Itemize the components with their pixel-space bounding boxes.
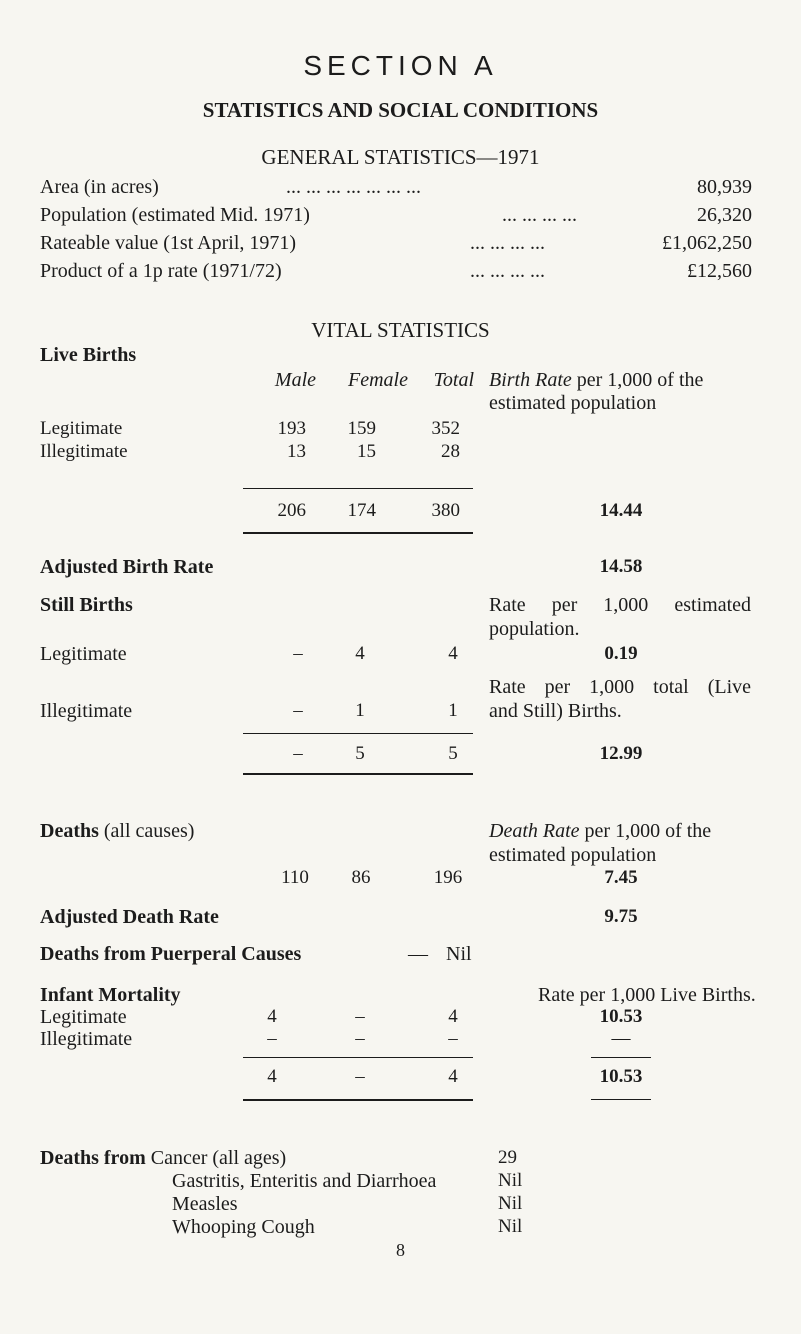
still-births-heading: Still Births [40, 594, 133, 616]
row-label-illegitimate: Illegitimate [40, 1028, 133, 1050]
infant-illegitimate-female: – [355, 1028, 365, 1049]
row-label-illegitimate: Illegitimate [40, 700, 133, 722]
live-total-male: 206 [277, 500, 306, 521]
leader-dots: ... ... ... ... [470, 232, 545, 254]
still-illegitimate-female: 1 [355, 700, 365, 721]
puerperal-value: Nil [446, 943, 472, 965]
adjusted-birth-rate-value: 14.58 [599, 556, 643, 577]
adjusted-death-rate-value: 9.75 [604, 906, 638, 927]
section-title: SECTION A [303, 50, 498, 81]
still-illegitimate-total: 1 [448, 700, 458, 721]
whooping-cough-value: Nil [498, 1216, 523, 1237]
still-rate2-label: Rate per 1,000 total (Live [489, 676, 751, 698]
page-number: 8 [396, 1240, 405, 1260]
still-rate2-label-line2: and Still) Births. [489, 700, 622, 722]
still-legitimate-female: 4 [355, 643, 365, 664]
cancer-label: Deaths from Cancer (all ages) [40, 1147, 287, 1169]
live-total-total: 380 [431, 500, 460, 521]
general-value-population: 26,320 [697, 204, 752, 226]
live-illegitimate-female: 15 [357, 441, 376, 462]
still-rate1-label-line2: population. [489, 618, 580, 640]
divider [243, 1099, 473, 1101]
divider [243, 773, 473, 775]
leader-dots: ... ... ... ... [502, 204, 577, 226]
infant-total-rate: 10.53 [599, 1066, 643, 1087]
live-illegitimate-male: 13 [287, 441, 306, 462]
infant-mortality-heading: Infant Mortality [40, 984, 181, 1006]
divider [591, 1099, 651, 1100]
live-total-female: 174 [347, 500, 376, 521]
general-label-population: Population (estimated Mid. 1971) [40, 204, 310, 226]
row-label-legitimate: Legitimate [40, 643, 127, 665]
live-legitimate-male: 193 [277, 418, 306, 439]
infant-illegitimate-rate: — [611, 1028, 631, 1049]
death-rate-label-line2: estimated population [489, 844, 657, 866]
divider [591, 1057, 651, 1058]
measles-label: Measles [172, 1193, 238, 1215]
row-label-legitimate: Legitimate [40, 1006, 127, 1028]
infant-legitimate-total: 4 [448, 1006, 458, 1027]
infant-legitimate-rate: 10.53 [599, 1006, 643, 1027]
deaths-female: 86 [351, 867, 371, 888]
still-legitimate-male: – [293, 643, 303, 664]
still-illegitimate-male: – [293, 700, 303, 721]
deaths-male: 110 [281, 867, 309, 888]
infant-legitimate-female: – [355, 1006, 365, 1027]
infant-illegitimate-male: – [267, 1028, 277, 1049]
general-value-area: 80,939 [697, 176, 752, 198]
death-rate-value: 7.45 [604, 867, 638, 888]
adjusted-death-rate-label: Adjusted Death Rate [40, 906, 219, 928]
whooping-cough-label: Whooping Cough [172, 1216, 315, 1238]
live-legitimate-female: 159 [347, 418, 376, 439]
document-subtitle: STATISTICS AND SOCIAL CONDITIONS [202, 98, 599, 122]
infant-legitimate-male: 4 [267, 1006, 277, 1027]
leader-dots: ... ... ... ... [470, 260, 545, 282]
divider [243, 488, 473, 489]
general-label-area: Area (in acres) [40, 176, 159, 198]
column-header-male: Male [274, 369, 316, 391]
cancer-value: 29 [498, 1147, 517, 1168]
birth-rate-value: 14.44 [599, 500, 643, 521]
still-total-total: 5 [448, 743, 458, 764]
row-label-legitimate: Legitimate [40, 418, 123, 439]
still-legitimate-total: 4 [448, 643, 458, 664]
divider [243, 733, 473, 734]
general-value-rateable-value: £1,062,250 [662, 232, 752, 254]
general-value-product-rate: £12,560 [687, 260, 752, 282]
still-rate2-value: 12.99 [599, 743, 643, 764]
divider [243, 532, 473, 534]
deaths-label: Deaths (all causes) [40, 820, 195, 842]
measles-value: Nil [498, 1193, 523, 1214]
gastritis-value: Nil [498, 1170, 523, 1191]
birth-rate-label-line2: estimated population [489, 392, 657, 414]
puerperal-dash: — [408, 943, 428, 965]
infant-rate-label: Rate per 1,000 Live Births. [538, 984, 756, 1006]
divider [243, 1057, 473, 1058]
column-header-total: Total [433, 369, 474, 391]
row-label-illegitimate: Illegitimate [40, 441, 128, 462]
infant-illegitimate-total: – [448, 1028, 458, 1049]
infant-total-total: 4 [448, 1066, 458, 1087]
death-rate-label: Death Rate per 1,000 of the [489, 820, 712, 842]
live-illegitimate-total: 28 [441, 441, 460, 462]
general-label-rateable-value: Rateable value (1st April, 1971) [40, 232, 297, 254]
puerperal-label: Deaths from Puerperal Causes [40, 943, 302, 965]
live-legitimate-total: 352 [431, 418, 460, 439]
infant-total-female: – [355, 1066, 365, 1087]
general-label-product-rate: Product of a 1p rate (1971/72) [40, 260, 282, 282]
birth-rate-label: Birth Rate per 1,000 of the [489, 369, 704, 391]
deaths-total: 196 [433, 867, 463, 888]
still-total-male: – [293, 743, 303, 764]
still-rate1-label: Rate per 1,000 estimated [489, 594, 751, 616]
column-header-female: Female [348, 369, 408, 391]
adjusted-birth-rate-label: Adjusted Birth Rate [40, 556, 214, 578]
general-statistics-heading: GENERAL STATISTICS—1971 [261, 145, 540, 169]
gastritis-label: Gastritis, Enteritis and Diarrhoea [172, 1170, 437, 1192]
live-births-heading: Live Births [40, 344, 137, 366]
leader-dots: ... ... ... ... ... ... ... [286, 176, 421, 198]
still-total-female: 5 [355, 743, 365, 764]
infant-total-male: 4 [267, 1066, 277, 1087]
vital-statistics-heading: VITAL STATISTICS [311, 318, 490, 342]
still-rate1-value: 0.19 [604, 643, 638, 664]
